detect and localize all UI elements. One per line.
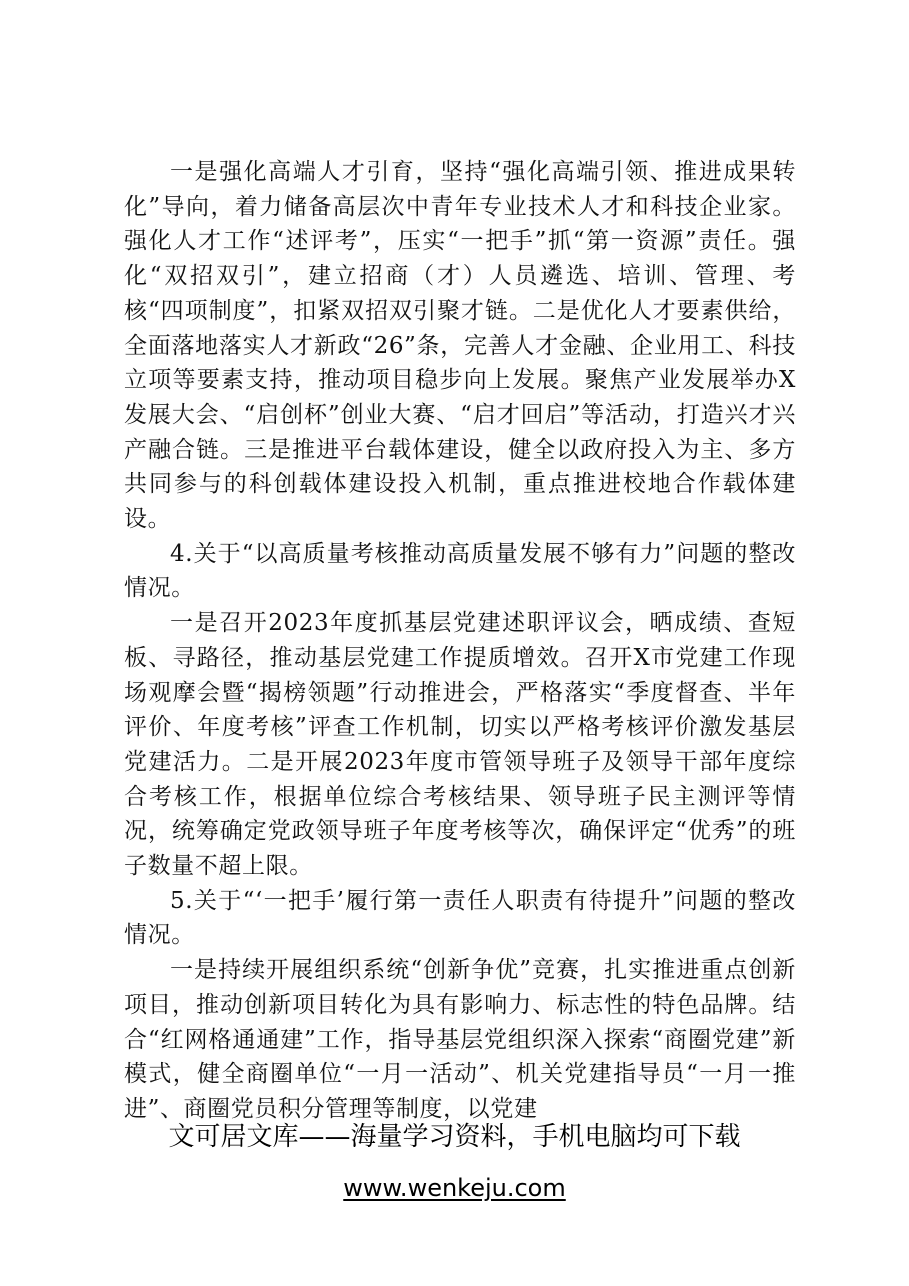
document-body [124,155,796,1127]
paragraph-assessment: 一是召开2023年度抓基层党建述职评议会，晒成绩、查短板、寻路径，推动基层党建工作提质增效。召开X市党建工作现场观摩会暨“揭榜领题”行动推进会，严格落实“季度督查、半年评价、年度考核”评查工作机制，切实以严格考核评价激发基层党建活力。二是开展2023年度市管领导班子及领导干部年度综合考核工作，根据单位综合考核结果、领导班子民主测评等情况，统筹确定党政领导班子年度考核等次，确保评定“优秀”的班子数量不超上限。 [124,610,796,880]
heading-item-5: 5.关于“‘一把手’履行第一责任人职责有待提升”问题的整改情况。 [124,887,796,949]
footer-url-link[interactable]: www.wenkeju.com [343,1174,566,1202]
footer-title: 文可居文库——海量学习资料，手机电脑均可下载 [168,1122,741,1152]
footer-url-container [0,1174,909,1202]
paragraph-talent: 一是强化高端人才引育，坚持“强化高端引领、推进成果转化”导向，着力储备高层次中青年专业技术人才和科技企业家。强化人才工作“述评考”，压实“一把手”抓“第一资源”责任。强化“双招双引”，建立招商（才）人员遴选、培训、管理、考核“四项制度”，扣紧双招双引聚才链。二是优化人才要素供给，全面落地落实人才新政“26”条，完善人才金融、企业用工、科技立项等要素支持，推动项目稳步向上发展。聚焦产业发展举办X发展大会、“启创杯”创业大赛、“启才回启”等活动，打造兴才兴产融合链。三是推进平台载体建设，健全以政府投入为主、多方共同参与的科创载体建设投入机制，重点推进校地合作载体建设。 [124,159,796,533]
heading-item-4: 4.关于“以高质量考核推动高质量发展不够有力”问题的整改情况。 [124,540,796,602]
paragraph-innovation: 一是持续开展组织系统“创新争优”竞赛，扎实推进重点创新项目，推动创新项目转化为具有影响力、标志性的特色品牌。结合“红网格通通建”工作，指导基层党组织深入探索“商圈党建”新模式，健全商圈单位“一月一活动”、机关党建指导员“一月一推进”、商圈党员积分管理等制度，以党建 [124,957,796,1122]
